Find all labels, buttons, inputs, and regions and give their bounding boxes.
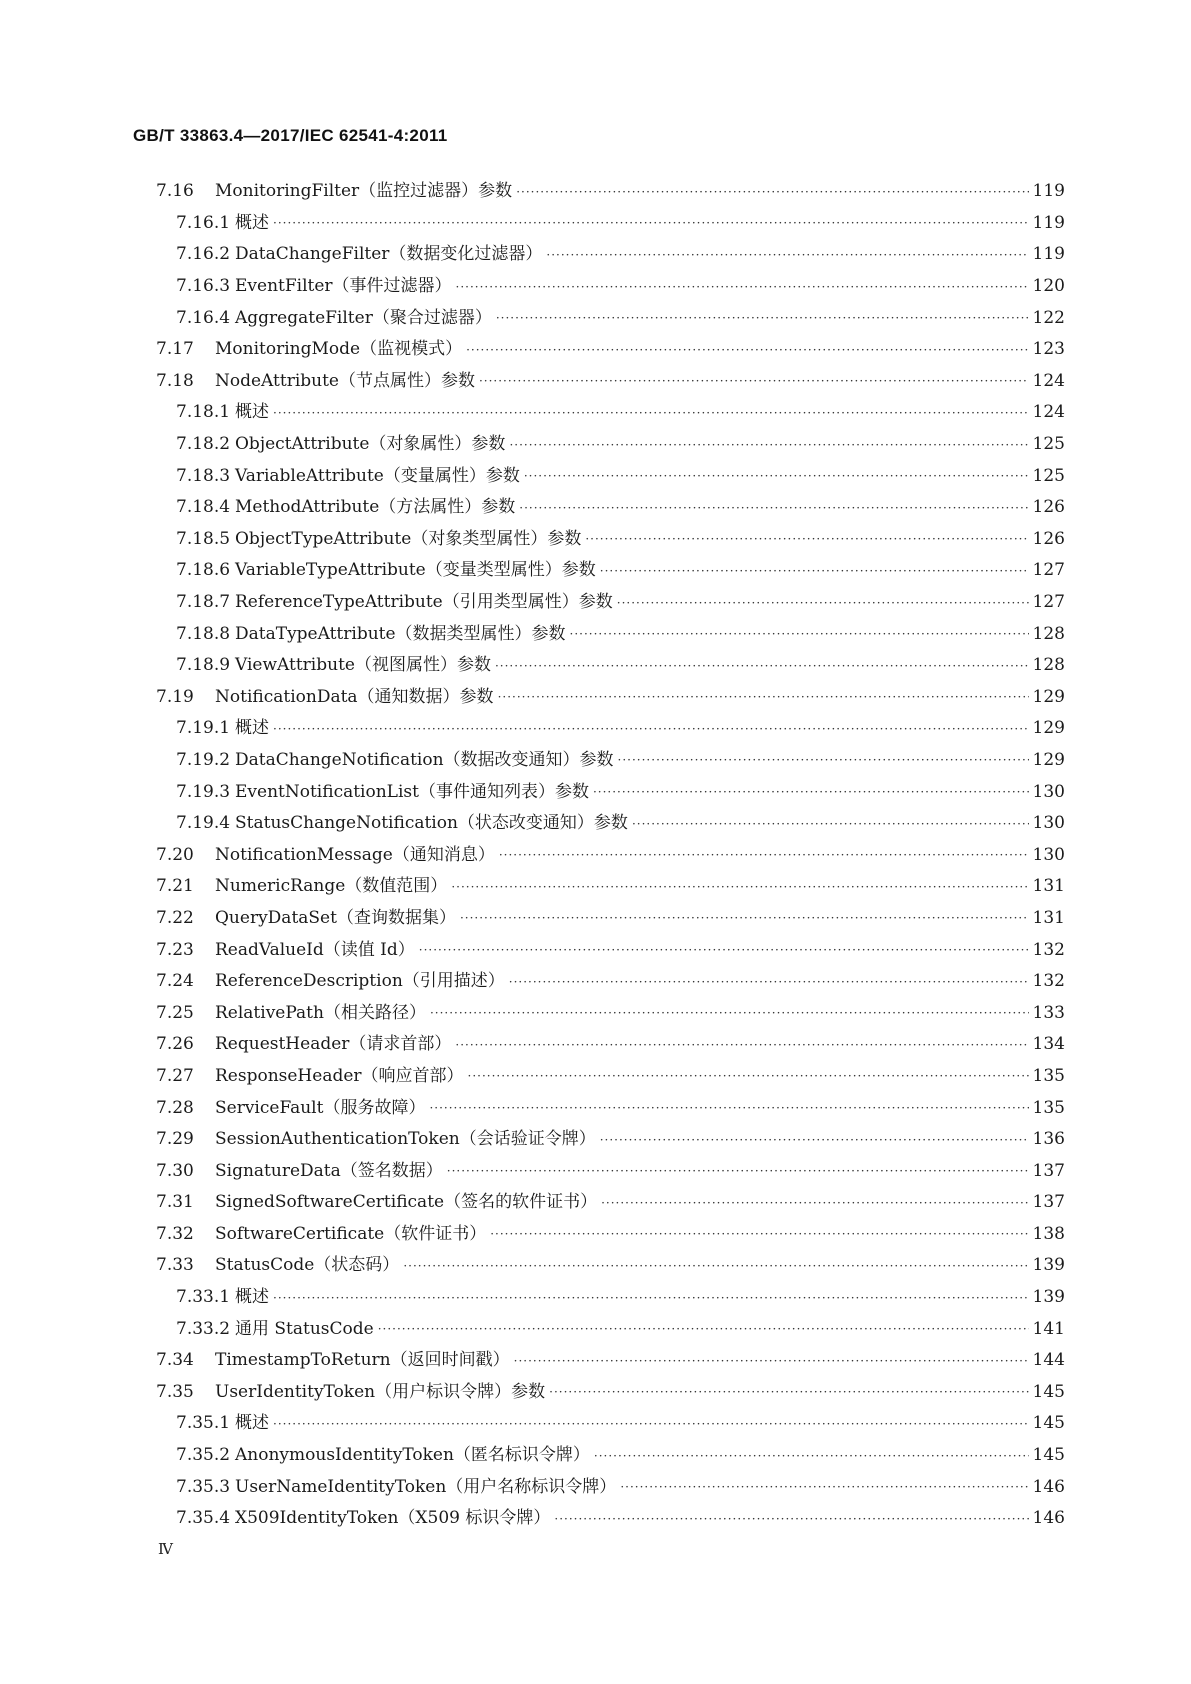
toc-section-number: 7.18.6 (176, 560, 231, 581)
toc-section-number: 7.18.7 (176, 592, 231, 613)
toc-page-number: 137 (1032, 1192, 1065, 1213)
toc-dot-leader (479, 375, 1029, 387)
toc-entry[interactable] (156, 239, 1065, 271)
toc-page-number: 133 (1032, 1002, 1065, 1023)
toc-dot-leader (620, 1481, 1029, 1493)
toc-section-title: NotificationMessage（通知消息） (215, 844, 495, 865)
toc-entry[interactable] (156, 555, 1065, 587)
toc-dot-leader (516, 186, 1029, 198)
toc-page-number: 146 (1032, 1508, 1065, 1529)
toc-section-title: VariableTypeAttribute（变量类型属性）参数 (235, 560, 596, 581)
toc-entry[interactable] (156, 1408, 1065, 1440)
toc-section-title: DataTypeAttribute（数据类型属性）参数 (235, 623, 566, 644)
toc-section-title: EventNotificationList（事件通知列表）参数 (235, 781, 589, 802)
toc-dot-leader (618, 754, 1029, 766)
toc-dot-leader (600, 1134, 1029, 1146)
toc-dot-leader (554, 1513, 1029, 1525)
toc-section-title: AnonymousIdentityToken（匿名标识令牌） (235, 1445, 590, 1466)
toc-dot-leader (524, 470, 1029, 482)
toc-section-title: ObjectTypeAttribute（对象类型属性）参数 (235, 528, 582, 549)
toc-section-title: AggregateFilter（聚合过滤器） (235, 307, 492, 328)
toc-section-title: ReferenceTypeAttribute（引用类型属性）参数 (235, 592, 613, 613)
toc-dot-leader (451, 881, 1029, 893)
toc-dot-leader (466, 344, 1029, 356)
toc-page-number: 129 (1032, 718, 1065, 739)
toc-dot-leader (632, 818, 1029, 830)
toc-entry[interactable] (156, 1471, 1065, 1503)
toc-entry[interactable] (156, 1313, 1065, 1345)
toc-section-number: 7.27 (156, 1065, 194, 1086)
toc-section-number: 7.18.9 (176, 655, 231, 676)
toc-dot-leader (617, 597, 1029, 609)
toc-entry[interactable] (156, 966, 1065, 998)
toc-entry[interactable] (156, 682, 1065, 714)
toc-section-title: DataChangeFilter（数据变化过滤器） (235, 244, 543, 265)
toc-section-number: 7.35 (156, 1381, 194, 1402)
document-header: GB/T 33863.4—2017/IEC 62541-4:2011 (133, 126, 448, 145)
toc-entry[interactable] (156, 334, 1065, 366)
toc-entry[interactable] (156, 808, 1065, 840)
toc-dot-leader (490, 1228, 1029, 1240)
table-of-contents (156, 176, 1065, 1535)
toc-dot-leader (496, 312, 1029, 324)
toc-section-title: 概述 (235, 212, 269, 233)
toc-section-title: RequestHeader（请求首部） (215, 1034, 452, 1055)
toc-section-title: NotificationData（通知数据）参数 (215, 686, 494, 707)
toc-dot-leader (378, 1323, 1029, 1335)
toc-page-number: 135 (1032, 1065, 1065, 1086)
toc-entry[interactable] (156, 839, 1065, 871)
toc-section-number: 7.16.1 (176, 212, 231, 233)
toc-dot-leader (468, 1070, 1029, 1082)
toc-page-number: 125 (1032, 434, 1065, 455)
toc-section-number: 7.19.3 (176, 781, 231, 802)
toc-section-title: ReferenceDescription（引用描述） (215, 971, 505, 992)
toc-section-number: 7.30 (156, 1160, 194, 1181)
toc-section-title: VariableAttribute（变量属性）参数 (235, 465, 520, 486)
toc-section-title: ResponseHeader（响应首部） (215, 1065, 464, 1086)
toc-section-title: SignatureData（签名数据） (215, 1160, 443, 1181)
toc-section-title: ServiceFault（服务故障） (215, 1097, 426, 1118)
toc-page-number: 135 (1032, 1097, 1065, 1118)
page-number: Ⅳ (158, 1540, 173, 1558)
toc-entry[interactable] (156, 492, 1065, 524)
toc-page-number: 145 (1032, 1413, 1065, 1434)
toc-entry[interactable] (156, 524, 1065, 556)
toc-dot-leader (456, 281, 1029, 293)
toc-entry[interactable] (156, 871, 1065, 903)
toc-dot-leader (403, 1260, 1029, 1272)
toc-dot-leader (273, 217, 1029, 229)
toc-entry[interactable] (156, 176, 1065, 208)
toc-page-number: 124 (1032, 402, 1065, 423)
toc-page-number: 132 (1032, 939, 1065, 960)
toc-page-number: 127 (1032, 592, 1065, 613)
toc-section-number: 7.24 (156, 971, 194, 992)
toc-page-number: 130 (1032, 844, 1065, 865)
toc-entry[interactable] (156, 1061, 1065, 1093)
toc-entry[interactable] (156, 1282, 1065, 1314)
toc-entry[interactable] (156, 776, 1065, 808)
toc-page-number: 124 (1032, 370, 1065, 391)
toc-section-number: 7.18.5 (176, 528, 231, 549)
toc-entry[interactable] (156, 302, 1065, 334)
toc-page-number: 130 (1032, 813, 1065, 834)
toc-entry[interactable] (156, 1503, 1065, 1535)
toc-page-number: 146 (1032, 1476, 1065, 1497)
toc-dot-leader (600, 565, 1029, 577)
toc-page-number: 125 (1032, 465, 1065, 486)
toc-page-number: 128 (1032, 623, 1065, 644)
toc-dot-leader (273, 1418, 1029, 1430)
toc-section-number: 7.35.3 (176, 1476, 231, 1497)
toc-entry[interactable] (156, 397, 1065, 429)
toc-page-number: 141 (1032, 1318, 1065, 1339)
toc-section-number: 7.18.2 (176, 434, 231, 455)
toc-section-number: 7.31 (156, 1192, 194, 1213)
toc-section-title: NumericRange（数值范围） (215, 876, 448, 897)
toc-dot-leader (519, 502, 1029, 514)
toc-entry[interactable] (156, 1155, 1065, 1187)
toc-section-number: 7.18.3 (176, 465, 231, 486)
toc-entry[interactable] (156, 1124, 1065, 1156)
toc-dot-leader (593, 786, 1029, 798)
toc-section-title: 概述 (235, 1413, 269, 1434)
toc-section-title: NodeAttribute（节点属性）参数 (215, 370, 475, 391)
toc-section-number: 7.26 (156, 1034, 194, 1055)
toc-entry[interactable] (156, 271, 1065, 303)
toc-section-number: 7.33 (156, 1255, 194, 1276)
toc-section-number: 7.21 (156, 876, 194, 897)
toc-section-number: 7.16.4 (176, 307, 231, 328)
toc-dot-leader (509, 439, 1029, 451)
toc-page-number: 129 (1032, 686, 1065, 707)
toc-page-number: 128 (1032, 655, 1065, 676)
toc-page-number: 145 (1032, 1445, 1065, 1466)
toc-dot-leader (273, 407, 1029, 419)
toc-section-number: 7.33.1 (176, 1287, 231, 1308)
toc-section-number: 7.16 (156, 181, 194, 202)
toc-section-title: StatusChangeNotification（状态改变通知）参数 (235, 813, 628, 834)
toc-page-number: 136 (1032, 1129, 1065, 1150)
toc-section-number: 7.35.4 (176, 1508, 231, 1529)
toc-page-number: 126 (1032, 528, 1065, 549)
toc-dot-leader (601, 1197, 1029, 1209)
toc-dot-leader (594, 1450, 1029, 1462)
toc-entry[interactable] (156, 1219, 1065, 1251)
toc-section-title: StatusCode（状态码） (215, 1255, 400, 1276)
toc-page-number: 119 (1032, 244, 1065, 265)
toc-dot-leader (495, 660, 1029, 672)
toc-section-title: MethodAttribute（方法属性）参数 (235, 497, 516, 518)
toc-section-title: 概述 (235, 402, 269, 423)
toc-section-title: UserIdentityToken（用户标识令牌）参数 (215, 1381, 546, 1402)
toc-entry[interactable] (156, 1092, 1065, 1124)
toc-entry[interactable] (156, 618, 1065, 650)
toc-section-number: 7.29 (156, 1129, 194, 1150)
toc-section-number: 7.33.2 (176, 1318, 231, 1339)
toc-entry[interactable] (156, 587, 1065, 619)
toc-section-title: ObjectAttribute（对象属性）参数 (235, 434, 506, 455)
toc-section-number: 7.18.4 (176, 497, 231, 518)
toc-page-number: 122 (1032, 307, 1065, 328)
toc-page-number: 132 (1032, 971, 1065, 992)
toc-entry[interactable] (156, 903, 1065, 935)
toc-section-title: SignedSoftwareCertificate（签名的软件证书） (215, 1192, 598, 1213)
toc-section-title: ViewAttribute（视图属性）参数 (235, 655, 491, 676)
toc-page-number: 119 (1032, 181, 1065, 202)
toc-entry[interactable] (156, 997, 1065, 1029)
toc-entry[interactable] (156, 934, 1065, 966)
toc-section-number: 7.35.1 (176, 1413, 231, 1434)
toc-section-title: EventFilter（事件过滤器） (235, 276, 452, 297)
toc-page-number: 134 (1032, 1034, 1065, 1055)
toc-dot-leader (509, 976, 1029, 988)
toc-dot-leader (447, 1165, 1029, 1177)
toc-section-title: DataChangeNotification（数据改变通知）参数 (235, 749, 614, 770)
toc-section-number: 7.35.2 (176, 1445, 231, 1466)
toc-dot-leader (498, 691, 1029, 703)
toc-entry[interactable] (156, 745, 1065, 777)
toc-section-title: RelativePath（相关路径） (215, 1002, 426, 1023)
toc-section-number: 7.32 (156, 1223, 194, 1244)
toc-page-number: 130 (1032, 781, 1065, 802)
toc-section-title: 概述 (235, 718, 269, 739)
toc-entry[interactable] (156, 1440, 1065, 1472)
toc-section-number: 7.19.4 (176, 813, 231, 834)
toc-page-number: 123 (1032, 339, 1065, 360)
toc-section-number: 7.22 (156, 907, 194, 928)
toc-dot-leader (419, 944, 1029, 956)
toc-page-number: 120 (1032, 276, 1065, 297)
toc-section-number: 7.34 (156, 1350, 194, 1371)
toc-page-number: 127 (1032, 560, 1065, 581)
toc-dot-leader (273, 723, 1029, 735)
toc-section-title: SoftwareCertificate（软件证书） (215, 1223, 487, 1244)
toc-section-title: TimestampToReturn（返回时间戳） (215, 1350, 510, 1371)
toc-section-title: MonitoringMode（监视模式） (215, 339, 463, 360)
toc-page-number: 138 (1032, 1223, 1065, 1244)
toc-section-number: 7.17 (156, 339, 194, 360)
toc-section-title: 概述 (235, 1287, 269, 1308)
toc-page-number: 131 (1032, 876, 1065, 897)
toc-dot-leader (549, 1386, 1029, 1398)
toc-page-number: 139 (1032, 1287, 1065, 1308)
toc-dot-leader (570, 628, 1029, 640)
toc-entry[interactable] (156, 650, 1065, 682)
toc-section-number: 7.18.1 (176, 402, 231, 423)
toc-dot-leader (499, 849, 1029, 861)
toc-page-number: 139 (1032, 1255, 1065, 1276)
toc-page-number: 129 (1032, 749, 1065, 770)
toc-section-number: 7.18 (156, 370, 194, 391)
toc-section-number: 7.23 (156, 939, 194, 960)
toc-entry[interactable] (156, 208, 1065, 240)
toc-dot-leader (514, 1355, 1029, 1367)
toc-section-number: 7.25 (156, 1002, 194, 1023)
toc-section-number: 7.20 (156, 844, 194, 865)
toc-section-number: 7.16.2 (176, 244, 231, 265)
toc-dot-leader (585, 533, 1029, 545)
toc-section-title: MonitoringFilter（监控过滤器）参数 (215, 181, 513, 202)
toc-section-title: SessionAuthenticationToken（会话验证令牌） (215, 1129, 596, 1150)
toc-page-number: 145 (1032, 1381, 1065, 1402)
toc-dot-leader (546, 249, 1029, 261)
toc-entry[interactable] (156, 460, 1065, 492)
toc-dot-leader (455, 1039, 1029, 1051)
toc-entry[interactable] (156, 1187, 1065, 1219)
toc-dot-leader (273, 1292, 1029, 1304)
toc-entry[interactable] (156, 429, 1065, 461)
toc-entry[interactable] (156, 1377, 1065, 1409)
toc-page-number: 131 (1032, 907, 1065, 928)
toc-entry[interactable] (156, 1250, 1065, 1282)
toc-dot-leader (460, 912, 1029, 924)
toc-entry[interactable] (156, 1029, 1065, 1061)
toc-entry[interactable] (156, 366, 1065, 398)
toc-entry[interactable] (156, 1345, 1065, 1377)
toc-section-number: 7.19.2 (176, 749, 231, 770)
toc-section-number: 7.28 (156, 1097, 194, 1118)
toc-page-number: 126 (1032, 497, 1065, 518)
toc-section-title: QueryDataSet（查询数据集） (215, 907, 456, 928)
toc-section-title: X509IdentityToken（X509 标识令牌） (235, 1508, 551, 1529)
toc-dot-leader (430, 1007, 1029, 1019)
toc-dot-leader (429, 1102, 1029, 1114)
toc-page-number: 137 (1032, 1160, 1065, 1181)
toc-page-number: 119 (1032, 212, 1065, 233)
toc-section-title: UserNameIdentityToken（用户名称标识令牌） (235, 1476, 617, 1497)
toc-section-number: 7.18.8 (176, 623, 231, 644)
toc-section-number: 7.16.3 (176, 276, 231, 297)
toc-entry[interactable] (156, 713, 1065, 745)
toc-section-title: 通用 StatusCode (235, 1318, 374, 1339)
toc-page-number: 144 (1032, 1350, 1065, 1371)
toc-section-number: 7.19 (156, 686, 194, 707)
toc-section-title: ReadValueId（读值 Id） (215, 939, 415, 960)
toc-section-number: 7.19.1 (176, 718, 231, 739)
